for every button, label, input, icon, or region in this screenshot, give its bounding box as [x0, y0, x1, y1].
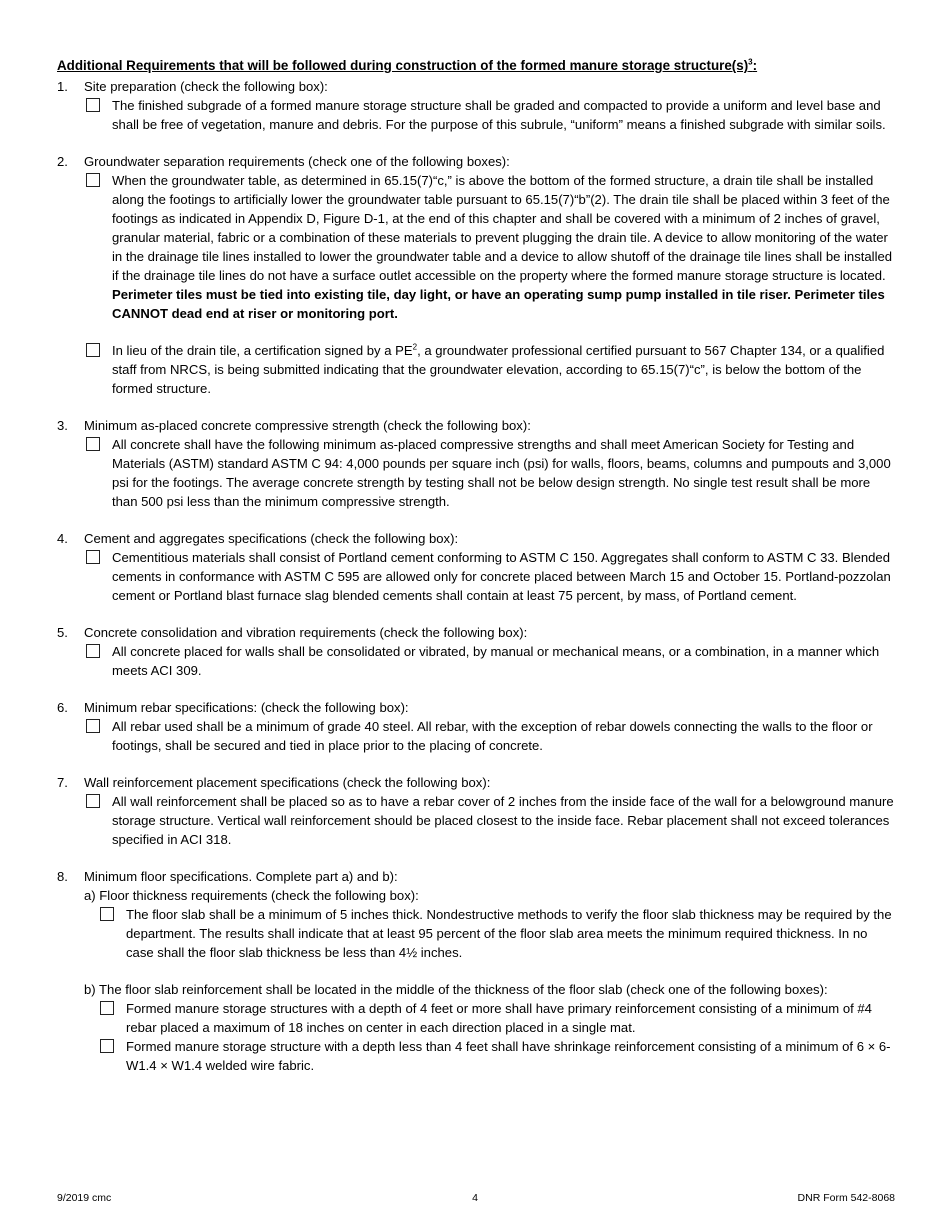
option-text: Cementitious materials shall consist of Portland cement conforming to ASTM C 150. Aggregates shall conform to ASTM C 33. Blended cements in conformance with ASTM C 595 are allowed only for concrete placed between March 15 and October 15. Portland-pozzolan cement or Portland blast furnace slag blended cements shall contain at least 75 percent, by mass, of Portland cement.: [112, 550, 891, 603]
requirement-1: [57, 77, 897, 134]
option-text: The finished subgrade of a formed manure storage structure shall be graded and compacted to provide a uniform and level base and shall be free of vegetation, manure and debris. For the purpose of this subrule, “uniform” means a finished subgrade with similar soils.: [112, 98, 886, 132]
requirement-8: [57, 867, 897, 1075]
requirement-heading: [57, 416, 897, 435]
requirement-heading: [57, 77, 897, 96]
heading-text: Cement and aggregates specifications (check the following box):: [84, 531, 459, 546]
requirement-4: [57, 529, 897, 605]
heading-text: Site preparation (check the following box):: [84, 79, 328, 94]
option: [57, 171, 897, 323]
option: [57, 905, 897, 962]
option-text: The floor slab shall be a minimum of 5 inches thick. Nondestructive methods to verify the floor slab thickness may be required by the department. The results shall indicate that at least 95 percent of the floor slab area meets the minimum required thickness. In no case shall the floor slab thickness be less than 4½ inches.: [126, 907, 892, 960]
option: [57, 717, 897, 755]
sub-heading-b: b) The floor slab reinforcement shall be located in the middle of the thickness of the floor slab (check one of the following boxes):: [84, 982, 828, 997]
requirement-5: [57, 623, 897, 680]
requirement-heading: [57, 698, 897, 717]
consolidation-checkbox[interactable]: [86, 644, 100, 658]
requirement-heading: [57, 529, 897, 548]
item-number: 2.: [57, 154, 68, 169]
option: [57, 792, 897, 849]
wall-reinforcement-checkbox[interactable]: [86, 794, 100, 808]
option: [57, 642, 897, 680]
heading-text: Minimum as-placed concrete compressive strength (check the following box):: [84, 418, 531, 433]
shrinkage-reinforcement-checkbox[interactable]: [100, 1039, 114, 1053]
requirement-heading: [57, 152, 897, 171]
requirement-3: [57, 416, 897, 511]
item-number: 3.: [57, 418, 68, 433]
site-preparation-checkbox[interactable]: [86, 98, 100, 112]
heading-text: Concrete consolidation and vibration requirements (check the following box):: [84, 625, 528, 640]
item-number: 5.: [57, 625, 68, 640]
drain-tile-checkbox[interactable]: [86, 173, 100, 187]
cement-aggregates-checkbox[interactable]: [86, 550, 100, 564]
floor-thickness-checkbox[interactable]: [100, 907, 114, 921]
item-number: 1.: [57, 79, 68, 94]
requirement-2: [57, 152, 897, 398]
footer-page-number: 4: [472, 1192, 478, 1204]
heading-text: Minimum rebar specifications: (check the following box):: [84, 700, 409, 715]
item-number: 8.: [57, 869, 68, 884]
groundwater-certification-checkbox[interactable]: [86, 343, 100, 357]
option-text: All concrete shall have the following minimum as-placed compressive strengths and shall meet American Society for Testing and Materials (ASTM) standard ASTM C 94: 4,000 pounds per square inch (psi) for walls, floors, beams, columns and pumpouts and 3,000 psi for the footings. The average concrete strength by testing shall not be below design strength. No single test result shall be more than 500 psi less than the minimum compressive strength.: [112, 437, 891, 509]
option: [57, 999, 897, 1037]
option: [57, 548, 897, 605]
option-text: All rebar used shall be a minimum of grade 40 steel. All rebar, with the exception of rebar dowels connecting the walls to the floor or footings, shall be secured and tied in place prior to the placing of concrete.: [112, 719, 873, 753]
heading-text: Wall reinforcement placement specifications (check the following box):: [84, 775, 491, 790]
option-text: In lieu of the drain tile, a certification signed by a $PE^2$, a groundwater professional certified pursuant to 567 Chapter 134, or a qualified staff from NRCS, is being submitted indicating that the groundwater elevation, according to 65.15(7)“c”, is below the bottom of the formed structure.: [112, 342, 885, 396]
requirement-heading: [57, 623, 897, 642]
sub-heading-a: a) Floor thickness requirements (check the following box):: [84, 888, 419, 903]
rebar-specifications-checkbox[interactable]: [86, 719, 100, 733]
requirement-6: [57, 698, 897, 755]
option: [57, 96, 897, 134]
option: [57, 341, 897, 398]
item-number: 6.: [57, 700, 68, 715]
heading-text: Groundwater separation requirements (check one of the following boxes):: [84, 154, 510, 169]
item-number: 7.: [57, 775, 68, 790]
form-page: [57, 56, 897, 1075]
option-text: All concrete placed for walls shall be consolidated or vibrated, by manual or mechanical means, or a combination, in a manner which meets ACI 309.: [112, 644, 880, 678]
option: [57, 435, 897, 511]
requirement-7: [57, 773, 897, 849]
item-number: 4.: [57, 531, 68, 546]
option-text: When the groundwater table, as determined in 65.15(7)“c,” is above the bottom of the formed structure, a drain tile shall be installed along the footings to artificially lower the groundwater table pursuant to 65.15(7)“b”(2). The drain tile shall be placed within 3 feet of the footings as indicated in Appendix D, Figure D-1, at the end of this chapter and shall be covered with a minimum of 2 inches of gravel, granular material, fabric or a combination of these materials to prevent plugging the drain tile. A device to allow monitoring of the water in the drainage tile lines installed to lower the groundwater table and a device to allow shutoff of the drainage tile lines shall be installed if the drainage tile lines do not have a surface outlet accessible on the property where the formed manure storage structure is located.: [112, 173, 893, 283]
footer-date: 9/2019 cmc: [57, 1192, 112, 1204]
option-text: Formed manure storage structures with a depth of 4 feet or more shall have primary reinforcement consisting of a minimum of #4 rebar placed a maximum of 18 inches on center in each direction placed in a single mat.: [126, 1001, 872, 1035]
option-bold-text: Perimeter tiles must be tied into existing tile, day light, or have an operating sump pump installed in tile riser. Perimeter tiles CANNOT dead end at riser or monitoring port.: [112, 287, 885, 321]
section-title: Additional Requirements that will be followed during construction of the formed manure storage $structure(s)^3$:: [57, 57, 758, 73]
requirement-heading: [57, 867, 897, 886]
footer-form-number: DNR Form 542-8068: [797, 1192, 895, 1204]
option: [57, 1037, 897, 1075]
primary-reinforcement-checkbox[interactable]: [100, 1001, 114, 1015]
option-text: Formed manure storage structure with a depth less than 4 feet shall have shrinkage reinforcement consisting of a minimum of 6 × 6-W1.4 × W1.4 welded wire fabric.: [126, 1039, 891, 1073]
requirement-heading: [57, 773, 897, 792]
concrete-strength-checkbox[interactable]: [86, 437, 100, 451]
option-text: All wall reinforcement shall be placed so as to have a rebar cover of 2 inches from the inside face of the wall for a belowground manure storage structure. Vertical wall reinforcement should be placed closest to the inside face. Rebar placement shall not exceed tolerances specified in ACI 318.: [112, 794, 894, 847]
heading-text: Minimum floor specifications. Complete part a) and b):: [84, 869, 398, 884]
